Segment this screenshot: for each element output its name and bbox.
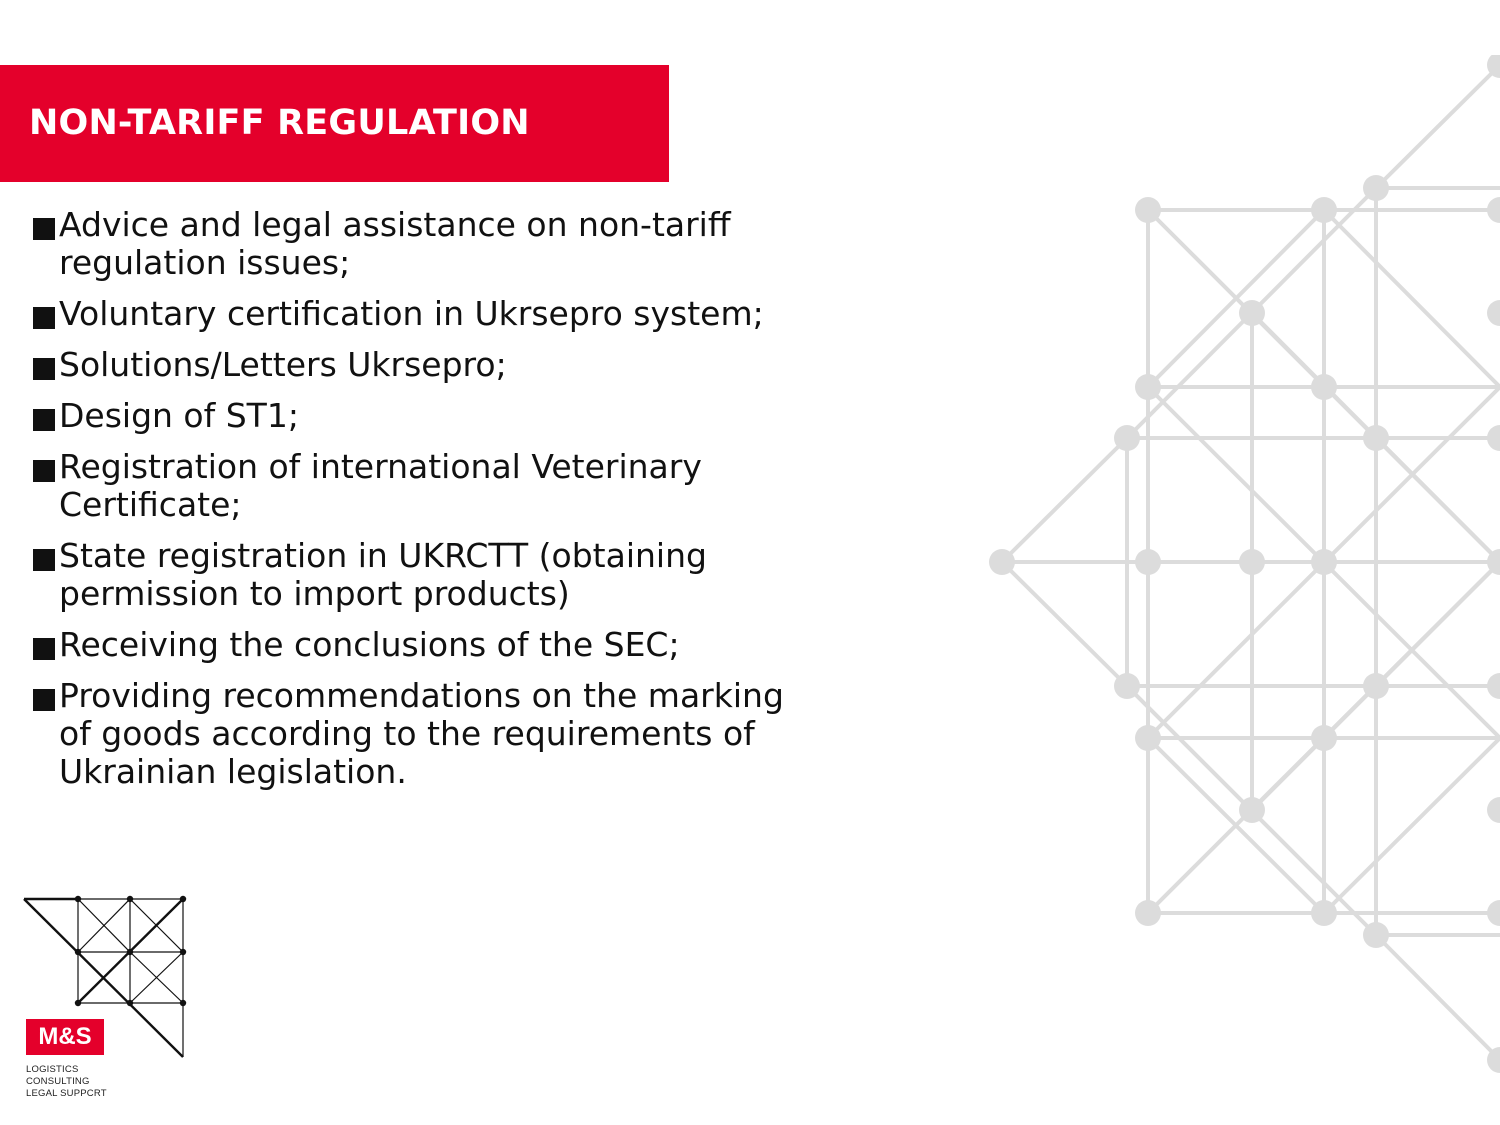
bullet-item: [33, 295, 823, 333]
bullet-item: [33, 626, 823, 664]
bullet-text: Design of ST1;: [59, 396, 299, 435]
bullet-text: Advice and legal assistance on non-tariff regulation issues;: [59, 205, 731, 282]
tagline-line: LEGAL SUPPCRT: [26, 1088, 107, 1099]
lattice-node: [1311, 197, 1337, 223]
lattice-node: [1135, 900, 1161, 926]
square-bullet-icon: [33, 638, 55, 660]
lattice-node: [1114, 425, 1140, 451]
lattice-node: [1135, 725, 1161, 751]
lattice-line: [1324, 738, 1500, 913]
square-bullet-icon: [33, 218, 55, 240]
bullet-text: Voluntary certification in Ukrsepro system;: [59, 294, 764, 333]
lattice-node: [1487, 425, 1500, 451]
bullet-item: [33, 677, 823, 791]
tagline-line: LOGISTICS: [26, 1064, 79, 1075]
lattice-node: [1135, 549, 1161, 575]
bullet-item: [33, 448, 823, 524]
square-bullet-icon: [33, 460, 55, 482]
lattice-node: [1487, 673, 1500, 699]
bullet-text: Receiving the conclusions of the SEC;: [59, 625, 680, 664]
bullet-text: Solutions/Letters Ukrsepro;: [59, 345, 507, 384]
lattice-node: [1311, 374, 1337, 400]
lattice-line: [1376, 65, 1500, 188]
lattice-line: [1376, 562, 1500, 686]
bullet-item: [33, 537, 823, 613]
lattice-node: [1135, 374, 1161, 400]
lattice-node: [1135, 197, 1161, 223]
square-bullet-icon: [33, 409, 55, 431]
lattice-node: [1311, 725, 1337, 751]
lattice-node: [1239, 549, 1265, 575]
lattice-node: [1363, 673, 1389, 699]
lattice-node: [1239, 797, 1265, 823]
lattice-node: [1311, 900, 1337, 926]
lattice-node: [1363, 425, 1389, 451]
lattice-node: [1311, 549, 1337, 575]
bullet-text: Registration of international Veterinary Certificate;: [59, 447, 702, 524]
lattice-line: [1324, 210, 1500, 387]
bullet-item: [33, 397, 823, 435]
lattice-node: [1487, 300, 1500, 326]
square-bullet-icon: [33, 549, 55, 571]
lattice-node: [1487, 197, 1500, 223]
lattice-node: [1363, 175, 1389, 201]
bullet-text: State registration in UKRCTT (obtaining permission to import products): [59, 536, 707, 613]
lattice-node: [989, 549, 1015, 575]
slide-title: NON-TARIFF REGULATION: [29, 103, 530, 143]
square-bullet-icon: [33, 689, 55, 711]
lattice-line: [1002, 438, 1127, 562]
bullet-list: [33, 206, 823, 804]
lattice-node: [1363, 922, 1389, 948]
logo-tagline: [26, 1064, 107, 1100]
title-banner: [0, 65, 669, 182]
lattice-node: [1487, 900, 1500, 926]
lattice-node: [1239, 300, 1265, 326]
square-bullet-icon: [33, 307, 55, 329]
bullet-text: Providing recommendations on the marking of goods according to the requirements of Ukrainian legislation.: [59, 676, 784, 791]
square-bullet-icon: [33, 358, 55, 380]
logo-badge: [26, 1019, 104, 1055]
lattice-line: [1376, 935, 1500, 1060]
lattice-line: [1002, 562, 1127, 686]
decorative-lattice-pattern: [985, 55, 1500, 1075]
bullet-item: [33, 206, 823, 282]
lattice-node: [1114, 673, 1140, 699]
tagline-line: CONSULTING: [26, 1076, 90, 1087]
lattice-line: [1376, 438, 1500, 562]
lattice-node: [1487, 797, 1500, 823]
logo-text: M&S: [38, 1023, 92, 1050]
bullet-item: [33, 346, 823, 384]
